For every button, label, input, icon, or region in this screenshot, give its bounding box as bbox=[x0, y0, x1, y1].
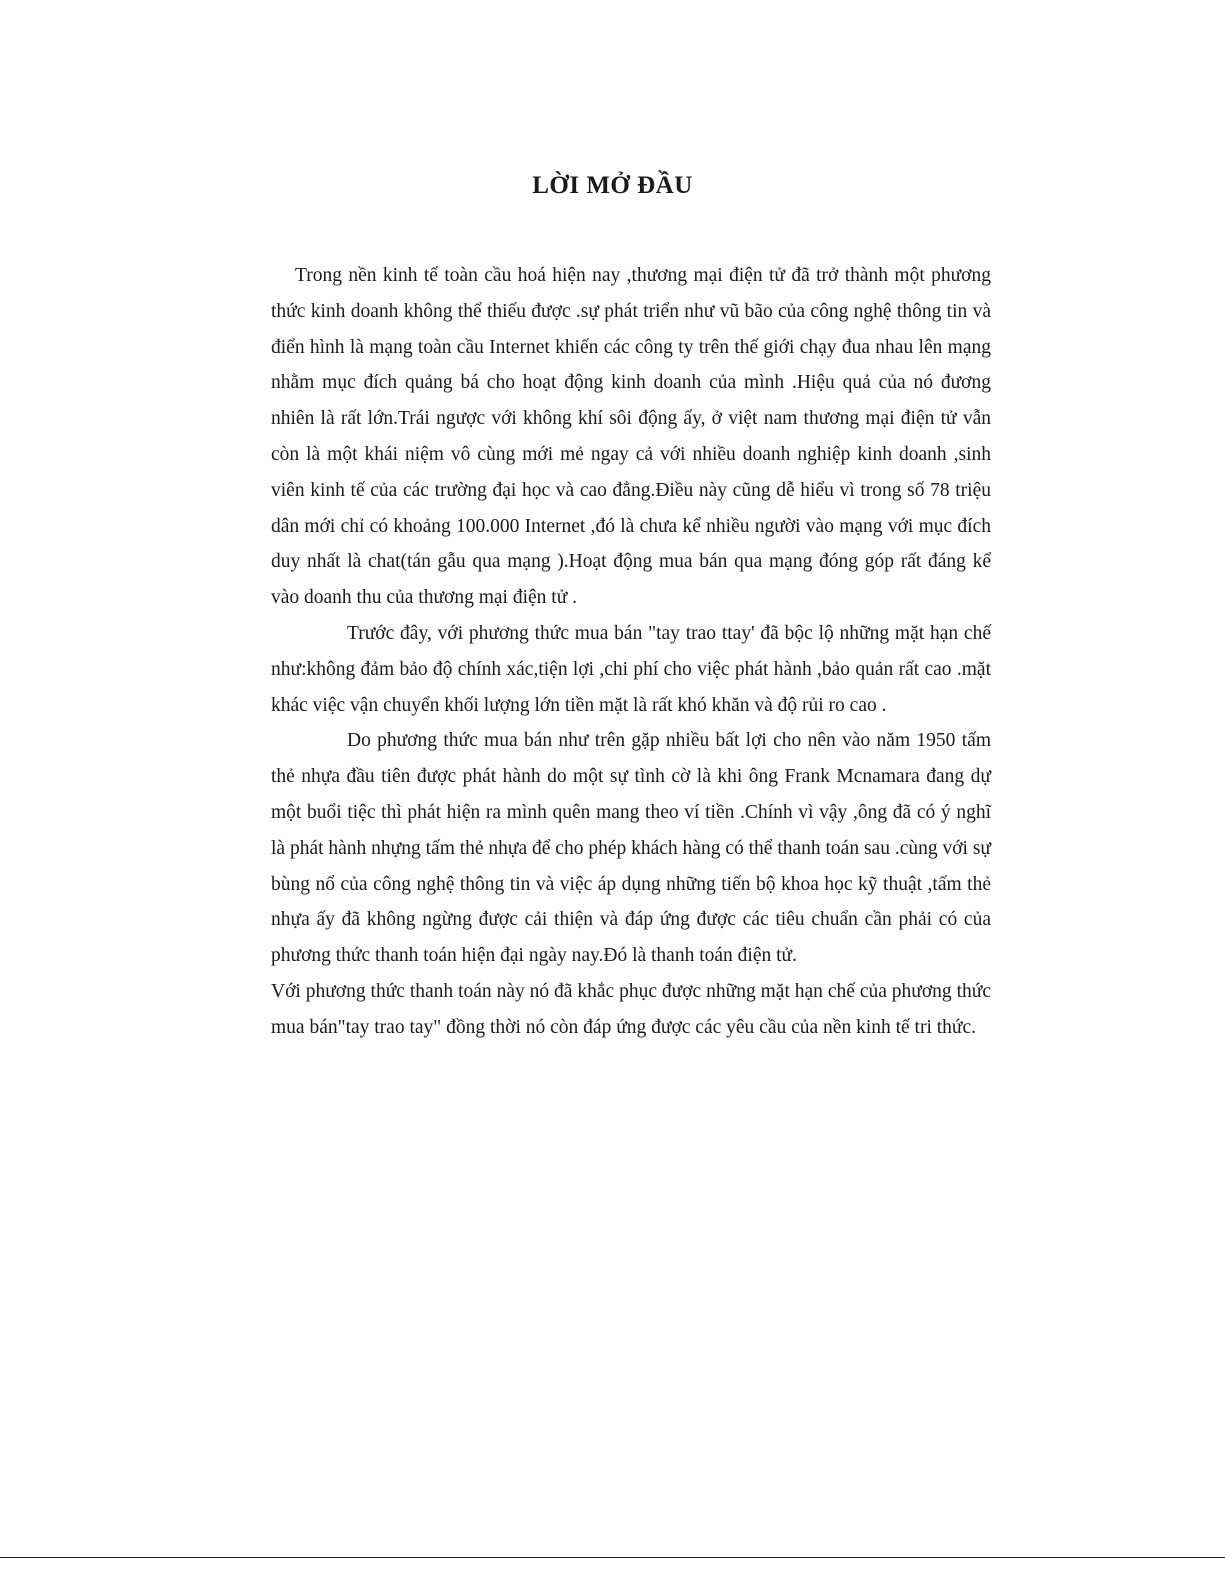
paragraph-2: Trước đây, với phương thức mua bán "tay trao ttay' đã bộc lộ những mặt hạn chế như:không đảm bảo độ chính xác,tiện lợi ,chi phí cho việc phát hành ,bảo quản rất cao .mặt khác việc vận chuyển khối lượng lớn tiền mặt là rất khó khăn và độ rủi ro cao . bbox=[271, 622, 991, 716]
paragraph-3: Do phương thức mua bán như trên gặp nhiều bất lợi cho nên vào năm 1950 tấm thẻ nhựa đầu tiên được phát hành do một sự tình cờ là khi ông Frank Mcnamara đang dự một buổi tiệc thì phát hiện ra mình quên mang theo ví tiền .Chính vì vậy ,ông đã có ý nghĩ là phát hành nhựng tấm thẻ nhựa để cho phép khách hàng có thể thanh toán sau .cùng với sự bùng nổ của công nghệ thông tin và việc áp dụng những tiến bộ khoa học kỹ thuật ,tấm thẻ nhựa ấy đã không ngừng được cải thiện và đáp ứng được các tiêu chuẩn cần phải có của phương thức thanh toán hiện đại ngày nay.Đó là thanh toán điện tử. bbox=[271, 730, 991, 967]
paragraph-4: Với phương thức thanh toán này nó đã khắc phục được những mặt hạn chế của phương thức mua bán"tay trao tay" đồng thời nó còn đáp ứng được các yêu cầu của nền kinh tế tri thức. bbox=[271, 980, 991, 1038]
bottom-rule bbox=[0, 1557, 1225, 1558]
body-text bbox=[271, 258, 991, 1046]
paragraph-1: Trong nền kinh tế toàn cầu hoá hiện nay ,thương mại điện tử đã trở thành một phương thức kinh doanh không thể thiếu được .sự phát triển như vũ bão của công nghệ thông tin và điển hình là mạng toàn cầu Internet khiến các công ty trên thế giới chạy đua nhau lên mạng nhằm mục đích quảng bá cho hoạt động kinh doanh của mình .Hiệu quả của nó đương nhiên là rất lớn.Trái ngược với không khí sôi động ấy, ở việt nam thương mại điện tử vẫn còn là một khái niệm vô cùng mới mẻ ngay cả với nhiều doanh nghiệp kinh doanh ,sinh viên kinh tế của các trường đại học và cao đẳng.Điều này cũng dễ hiểu vì trong số 78 triệu dân mới chỉ có khoảng 100.000 Internet ,đó là chưa kể nhiều người vào mạng với mục đích duy nhất là chat(tán gẫu qua mạng ).Hoạt động mua bán qua mạng đóng góp rất đáng kể vào doanh thu của thương mại điện tử . bbox=[271, 265, 991, 609]
page-title: LỜI MỞ ĐẦU bbox=[532, 172, 693, 199]
